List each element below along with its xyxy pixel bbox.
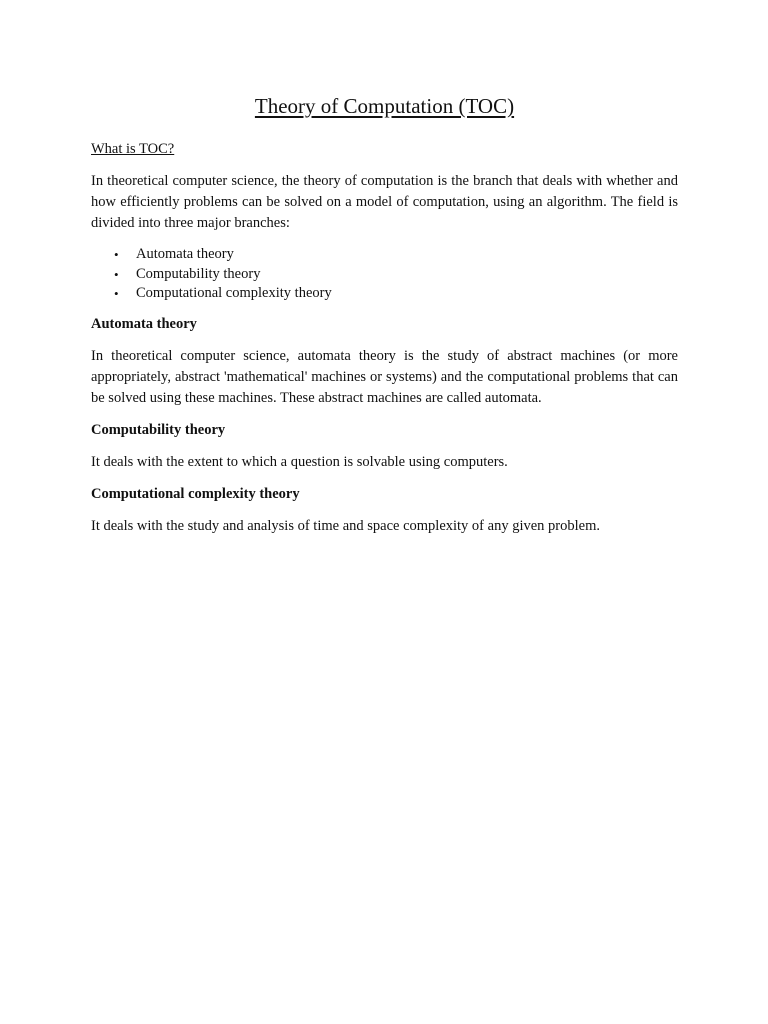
section-paragraph: It deals with the extent to which a question is solvable using computers. [91, 453, 508, 470]
section-computability-theory [91, 421, 678, 473]
section-computational-complexity-theory [91, 485, 678, 537]
list-item [91, 265, 678, 285]
list-item [91, 245, 678, 265]
bullet-icon: • [114, 247, 119, 262]
section-paragraph: It deals with the study and analysis of time and space complexity of any given problem. [91, 517, 600, 534]
document-page [91, 92, 678, 549]
section-paragraph: In theoretical computer science, automata theory is the study of abstract machines (or more appropriately, abstract 'mathematical' machines or systems) and the computational problems that can be solved using these machines. These abstract machines are called automata. [91, 347, 678, 406]
section-heading: Computational complexity theory [91, 485, 300, 502]
list-item-label: Automata theory [136, 246, 234, 262]
branches-list [91, 245, 678, 304]
list-item-label: Computational complexity theory [136, 285, 332, 301]
question-heading: What is TOC? [91, 141, 175, 157]
bullet-icon: • [114, 266, 119, 282]
page-title: Theory of Computation (TOC) [254, 94, 515, 118]
list-item [91, 284, 678, 304]
intro-paragraph: In theoretical computer science, the theory of computation is the branch that deals with whether and how efficiently problems can be solved on a model of computation, using an algorithm. The field is divided into three major branches: [91, 173, 678, 231]
section-heading: Computability theory [91, 421, 226, 438]
list-item-label: Computability theory [136, 265, 261, 282]
bullet-icon: • [114, 286, 119, 301]
section-automata-theory [91, 315, 678, 409]
section-heading: Automata theory [91, 315, 197, 332]
